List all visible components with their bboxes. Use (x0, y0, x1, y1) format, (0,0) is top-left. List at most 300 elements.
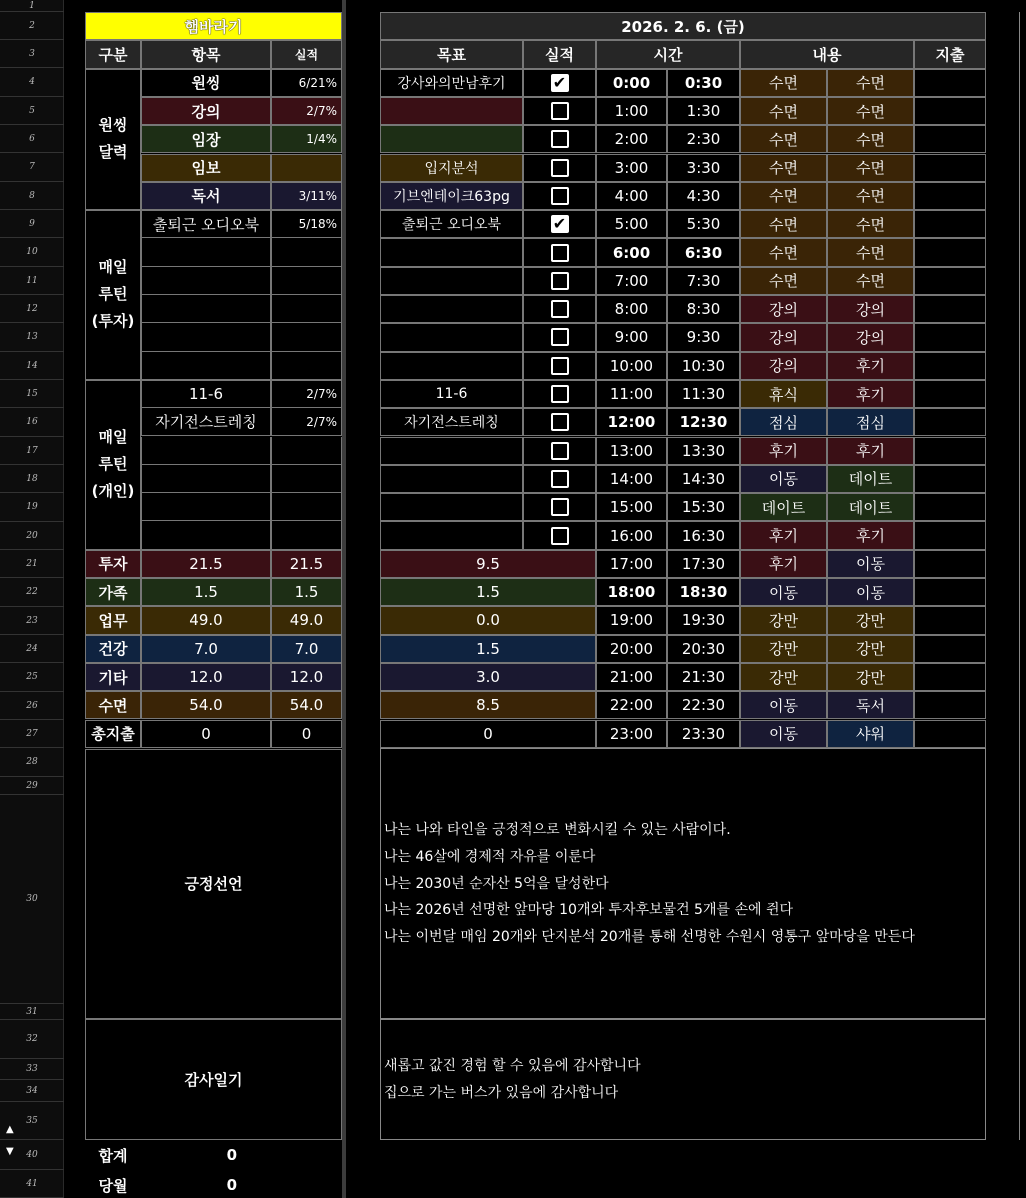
checkbox[interactable] (551, 328, 569, 346)
header-done: 실적 (523, 40, 596, 68)
row-number[interactable]: 7 (0, 153, 64, 182)
summary-today: 0 (380, 720, 596, 748)
time-start: 19:00 (596, 606, 667, 634)
content-plan[interactable]: 이동 (740, 465, 827, 493)
summary-plan: 54.0 (141, 691, 271, 719)
row-number[interactable]: 14 (0, 352, 64, 380)
row-number[interactable]: 19 (0, 493, 64, 522)
time-start: 21:00 (596, 663, 667, 691)
time-start: 11:00 (596, 380, 667, 408)
item-name (141, 521, 271, 549)
content-actual[interactable]: 후기 (827, 352, 914, 380)
item-name: 원씽 (141, 69, 271, 97)
date-title: 2026. 2. 6. (금) (380, 12, 986, 40)
checkbox[interactable] (551, 130, 569, 148)
goal-cell[interactable]: 출퇴근 오디오북 (380, 210, 523, 238)
summary-actual: 1.5 (271, 578, 342, 606)
goal-cell[interactable]: 자기전스트레칭 (380, 408, 523, 436)
time-start: 10:00 (596, 352, 667, 380)
time-end: 19:30 (667, 606, 740, 634)
row-number[interactable]: 6 (0, 125, 64, 153)
header-item: 항목 (141, 40, 271, 68)
expense-cell[interactable] (914, 465, 986, 493)
row-number[interactable]: 25 (0, 663, 64, 692)
checkbox[interactable] (551, 442, 569, 460)
content-actual[interactable]: 후기 (827, 521, 914, 549)
content-actual[interactable]: 강만 (827, 606, 914, 634)
summary-today: 8.5 (380, 691, 596, 719)
row-number[interactable]: 32 (0, 1020, 64, 1059)
content-actual[interactable]: 수면 (827, 125, 914, 153)
expense-cell[interactable] (914, 493, 986, 521)
time-start: 5:00 (596, 210, 667, 238)
content-actual[interactable]: 후기 (827, 437, 914, 465)
total-label: 당월 (98, 1176, 128, 1195)
item-actual: 6/21% (271, 69, 342, 97)
goal-cell[interactable] (380, 295, 523, 323)
checkbox[interactable] (551, 300, 569, 318)
time-end: 2:30 (667, 125, 740, 153)
header-expense: 지출 (914, 40, 986, 68)
time-end: 21:30 (667, 663, 740, 691)
item-name (141, 465, 271, 493)
item-actual (271, 267, 342, 295)
time-end: 6:30 (667, 238, 740, 266)
time-end: 23:30 (667, 720, 740, 748)
time-end: 12:30 (667, 408, 740, 436)
done-cell[interactable] (523, 493, 596, 521)
time-start: 22:00 (596, 691, 667, 719)
content-plan[interactable]: 수면 (740, 182, 827, 210)
summary-label: 수면 (85, 691, 141, 719)
item-name (141, 437, 271, 465)
time-start: 18:00 (596, 578, 667, 606)
expense-cell[interactable] (914, 267, 986, 295)
time-start: 3:00 (596, 154, 667, 182)
row-number[interactable]: 12 (0, 295, 64, 323)
expense-cell[interactable] (914, 210, 986, 238)
item-actual: 5/18% (271, 210, 342, 238)
row-number[interactable]: 15 (0, 380, 64, 408)
summary-today: 9.5 (380, 550, 596, 578)
row-number[interactable]: 26 (0, 692, 64, 720)
time-end: 7:30 (667, 267, 740, 295)
summary-label: 총지출 (85, 720, 141, 748)
header-content: 내용 (740, 40, 914, 68)
goal-cell[interactable] (380, 97, 523, 125)
summary-actual: 49.0 (271, 606, 342, 634)
gratitude-line: 새롭고 값진 경험 할 수 있음에 감사합니다 (384, 1058, 641, 1074)
summary-plan: 12.0 (141, 663, 271, 691)
scroll-down-icon[interactable]: ▼ (6, 1146, 14, 1157)
item-actual (271, 352, 342, 380)
content-actual[interactable]: 점심 (827, 408, 914, 436)
time-end: 18:30 (667, 578, 740, 606)
row-number[interactable]: 21 (0, 550, 64, 578)
content-plan[interactable]: 강의 (740, 295, 827, 323)
expense-cell[interactable] (914, 125, 986, 153)
row-number-gutter[interactable] (0, 0, 64, 1198)
header-time: 시간 (596, 40, 740, 68)
affirmation-line: 나는 46살에 경제적 자유를 이룬다 (384, 848, 596, 865)
time-end: 10:30 (667, 352, 740, 380)
item-name: 임보 (141, 154, 271, 182)
row-number[interactable]: 13 (0, 323, 64, 352)
scroll-up-icon[interactable]: ▲ (6, 1124, 14, 1135)
summary-plan: 21.5 (141, 550, 271, 578)
expense-cell[interactable] (914, 578, 986, 606)
total-label: 합계 (98, 1146, 128, 1165)
content-plan[interactable]: 강만 (740, 635, 827, 663)
summary-today: 3.0 (380, 663, 596, 691)
time-start: 6:00 (596, 238, 667, 266)
row-number[interactable]: 28 (0, 748, 64, 777)
time-start: 1:00 (596, 97, 667, 125)
content-plan[interactable]: 이동 (740, 720, 827, 748)
summary-plan: 49.0 (141, 606, 271, 634)
checkbox[interactable] (551, 385, 569, 403)
summary-actual: 12.0 (271, 663, 342, 691)
item-actual (271, 238, 342, 266)
summary-today: 0.0 (380, 606, 596, 634)
done-cell[interactable] (523, 380, 596, 408)
item-actual: 2/7% (271, 97, 342, 125)
summary-plan: 7.0 (141, 635, 271, 663)
goal-cell[interactable] (380, 267, 523, 295)
checkbox[interactable] (551, 272, 569, 290)
group-label: 원씽 달력 (85, 69, 141, 211)
content-plan[interactable]: 수면 (740, 69, 827, 97)
done-cell[interactable] (523, 521, 596, 549)
item-actual: 2/7% (271, 408, 342, 436)
done-cell[interactable] (523, 352, 596, 380)
summary-actual: 0 (271, 720, 342, 748)
row-number[interactable]: 1 (0, 0, 64, 12)
item-name (141, 323, 271, 351)
item-name: 자기전스트레칭 (141, 408, 271, 436)
expense-cell[interactable] (914, 182, 986, 210)
checkbox[interactable] (551, 498, 569, 516)
row-number[interactable]: 17 (0, 437, 64, 465)
header-category: 구분 (85, 40, 141, 68)
content-plan[interactable]: 휴식 (740, 380, 827, 408)
time-start: 9:00 (596, 323, 667, 351)
row-number[interactable]: 30 (0, 795, 64, 1004)
total-value: 0 (226, 1176, 237, 1194)
row-number[interactable]: 9 (0, 210, 64, 238)
checkbox[interactable] (551, 527, 569, 545)
time-start: 15:00 (596, 493, 667, 521)
checkbox[interactable] (551, 102, 569, 120)
checkbox[interactable] (551, 357, 569, 375)
summary-actual: 21.5 (271, 550, 342, 578)
content-plan[interactable]: 후기 (740, 521, 827, 549)
affirmation-label: 긍정선언 (85, 749, 342, 1019)
item-actual: 1/4% (271, 125, 342, 153)
content-plan[interactable]: 강만 (740, 606, 827, 634)
summary-label: 기타 (85, 663, 141, 691)
total-value: 0 (226, 1146, 237, 1164)
expense-cell[interactable] (914, 521, 986, 549)
checkbox[interactable] (551, 470, 569, 488)
time-start: 12:00 (596, 408, 667, 436)
item-actual: 3/11% (271, 182, 342, 210)
goal-cell[interactable] (380, 437, 523, 465)
summary-label: 건강 (85, 635, 141, 663)
time-end: 0:30 (667, 69, 740, 97)
item-name (141, 295, 271, 323)
row-number[interactable]: 22 (0, 578, 64, 607)
done-cell[interactable] (523, 437, 596, 465)
item-actual (271, 521, 342, 549)
goal-cell[interactable]: 강사와의만남후기 (380, 69, 523, 97)
expense-cell[interactable] (914, 691, 986, 719)
content-actual[interactable]: 수면 (827, 69, 914, 97)
frozen-pane-divider[interactable] (342, 0, 346, 1198)
summary-plan: 1.5 (141, 578, 271, 606)
row-number[interactable]: 10 (0, 238, 64, 267)
content-actual[interactable]: 강만 (827, 663, 914, 691)
content-actual[interactable]: 샤워 (827, 720, 914, 748)
goal-cell[interactable] (380, 125, 523, 153)
header-actual: 실적 (271, 40, 342, 68)
summary-today: 1.5 (380, 635, 596, 663)
sheet-title: 햄바라기 (85, 12, 342, 40)
content-actual[interactable]: 수면 (827, 210, 914, 238)
content-actual[interactable]: 후기 (827, 380, 914, 408)
item-actual (271, 465, 342, 493)
expense-cell[interactable] (914, 154, 986, 182)
row-number[interactable]: 34 (0, 1080, 64, 1102)
done-cell[interactable] (523, 97, 596, 125)
time-start: 8:00 (596, 295, 667, 323)
row-number[interactable]: 35 (0, 1102, 64, 1140)
group-label: 매일 루틴 (투자) (85, 210, 141, 380)
row-number[interactable]: 31 (0, 1004, 64, 1020)
goal-cell[interactable]: 입지분석 (380, 154, 523, 182)
header-goal: 목표 (380, 40, 523, 68)
goal-cell[interactable] (380, 465, 523, 493)
item-name: 임장 (141, 125, 271, 153)
expense-cell[interactable] (914, 69, 986, 97)
content-actual[interactable]: 강의 (827, 295, 914, 323)
summary-label: 업무 (85, 606, 141, 634)
content-plan[interactable]: 강의 (740, 352, 827, 380)
time-start: 14:00 (596, 465, 667, 493)
done-cell[interactable] (523, 238, 596, 266)
row-number[interactable]: 5 (0, 97, 64, 125)
expense-cell[interactable] (914, 238, 986, 266)
item-name (141, 267, 271, 295)
time-end: 17:30 (667, 550, 740, 578)
row-number[interactable]: 4 (0, 68, 64, 97)
content-plan[interactable]: 후기 (740, 550, 827, 578)
gratitude-line: 집으로 가는 버스가 있음에 감사합니다 (384, 1084, 619, 1101)
time-start: 2:00 (596, 125, 667, 153)
row-number[interactable]: 40 (0, 1140, 64, 1170)
gratitude-label: 감사일기 (85, 1019, 342, 1140)
item-name (141, 493, 271, 521)
content-actual[interactable]: 수면 (827, 97, 914, 125)
affirmation-line: 나는 2030년 순자산 5억을 달성한다 (384, 875, 609, 892)
row-number[interactable]: 8 (0, 182, 64, 210)
affirmation-line: 나는 나와 타인을 긍정적으로 변화시킬 수 있는 사람이다. (384, 822, 731, 838)
content-plan[interactable]: 수면 (740, 125, 827, 153)
time-end: 15:30 (667, 493, 740, 521)
row-number[interactable]: 29 (0, 777, 64, 795)
expense-cell[interactable] (914, 437, 986, 465)
goal-cell[interactable] (380, 352, 523, 380)
expense-cell[interactable] (914, 295, 986, 323)
summary-label: 투자 (85, 550, 141, 578)
content-actual[interactable]: 수면 (827, 154, 914, 182)
summary-today: 1.5 (380, 578, 596, 606)
row-number[interactable]: 3 (0, 40, 64, 68)
expense-cell[interactable] (914, 97, 986, 125)
row-number[interactable]: 20 (0, 522, 64, 550)
expense-cell[interactable] (914, 352, 986, 380)
checkbox[interactable]: ✔ (551, 74, 569, 92)
time-end: 22:30 (667, 691, 740, 719)
row-number[interactable]: 18 (0, 465, 64, 493)
expense-cell[interactable] (914, 606, 986, 634)
done-cell[interactable] (523, 267, 596, 295)
time-start: 13:00 (596, 437, 667, 465)
content-plan[interactable]: 강만 (740, 663, 827, 691)
row-number[interactable]: 27 (0, 720, 64, 748)
time-end: 14:30 (667, 465, 740, 493)
affirmation-line: 나는 2026년 선명한 앞마당 10개와 투자후보물건 5개를 손에 쥔다 (384, 902, 794, 919)
item-actual (271, 323, 342, 351)
time-start: 0:00 (596, 69, 667, 97)
time-start: 20:00 (596, 635, 667, 663)
item-name: 강의 (141, 97, 271, 125)
item-name (141, 352, 271, 380)
expense-cell[interactable] (914, 720, 986, 748)
row-number[interactable]: 24 (0, 635, 64, 663)
content-plan[interactable]: 수면 (740, 97, 827, 125)
content-actual[interactable]: 강만 (827, 635, 914, 663)
row-number[interactable]: 2 (0, 12, 64, 40)
expense-cell[interactable] (914, 380, 986, 408)
time-end: 8:30 (667, 295, 740, 323)
next-column-edge (1019, 12, 1026, 1140)
content-actual[interactable]: 수면 (827, 182, 914, 210)
content-actual[interactable]: 독서 (827, 691, 914, 719)
content-actual[interactable]: 수면 (827, 238, 914, 266)
done-cell[interactable] (523, 69, 596, 97)
item-actual (271, 295, 342, 323)
content-plan[interactable]: 이동 (740, 691, 827, 719)
done-cell[interactable] (523, 182, 596, 210)
expense-cell[interactable] (914, 408, 986, 436)
content-plan[interactable]: 이동 (740, 578, 827, 606)
time-end: 5:30 (667, 210, 740, 238)
time-end: 1:30 (667, 97, 740, 125)
content-actual[interactable]: 이동 (827, 578, 914, 606)
content-plan[interactable]: 데이트 (740, 493, 827, 521)
row-number[interactable]: 23 (0, 607, 64, 635)
expense-cell[interactable] (914, 550, 986, 578)
goal-cell[interactable]: 11-6 (380, 380, 523, 408)
time-start: 7:00 (596, 267, 667, 295)
time-end: 4:30 (667, 182, 740, 210)
goal-cell[interactable] (380, 238, 523, 266)
time-start: 4:00 (596, 182, 667, 210)
checkbox[interactable] (551, 187, 569, 205)
content-plan[interactable]: 수면 (740, 210, 827, 238)
content-plan[interactable]: 수면 (740, 238, 827, 266)
summary-label: 가족 (85, 578, 141, 606)
done-cell[interactable] (523, 125, 596, 153)
goal-cell[interactable]: 기브엔테이크63pg (380, 182, 523, 210)
content-actual[interactable]: 수면 (827, 267, 914, 295)
done-cell[interactable] (523, 295, 596, 323)
goal-cell[interactable] (380, 493, 523, 521)
done-cell[interactable] (523, 154, 596, 182)
summary-plan: 0 (141, 720, 271, 748)
checkbox[interactable]: ✔ (551, 215, 569, 233)
item-actual (271, 493, 342, 521)
content-plan[interactable]: 수면 (740, 154, 827, 182)
done-cell[interactable] (523, 408, 596, 436)
row-number[interactable]: 33 (0, 1059, 64, 1080)
item-actual (271, 437, 342, 465)
expense-cell[interactable] (914, 323, 986, 351)
summary-actual: 54.0 (271, 691, 342, 719)
checkbox[interactable] (551, 413, 569, 431)
item-name: 11-6 (141, 380, 271, 408)
time-end: 13:30 (667, 437, 740, 465)
time-end: 16:30 (667, 521, 740, 549)
time-start: 23:00 (596, 720, 667, 748)
group-label: 매일 루틴 (개인) (85, 380, 141, 550)
time-end: 3:30 (667, 154, 740, 182)
row-number[interactable]: 16 (0, 408, 64, 437)
checkbox[interactable] (551, 159, 569, 177)
time-start: 17:00 (596, 550, 667, 578)
summary-actual: 7.0 (271, 635, 342, 663)
content-actual[interactable]: 이동 (827, 550, 914, 578)
expense-cell[interactable] (914, 635, 986, 663)
row-number[interactable]: 41 (0, 1170, 64, 1198)
affirmation-line: 나는 이번달 매임 20개와 단지분석 20개를 통해 선명한 수원시 영통구 앞마당을 만든다 (384, 929, 915, 946)
content-actual[interactable]: 강의 (827, 323, 914, 351)
content-plan[interactable]: 점심 (740, 408, 827, 436)
checkbox[interactable] (551, 244, 569, 262)
expense-cell[interactable] (914, 663, 986, 691)
content-actual[interactable]: 데이트 (827, 493, 914, 521)
goal-cell[interactable] (380, 521, 523, 549)
content-actual[interactable]: 데이트 (827, 465, 914, 493)
time-end: 20:30 (667, 635, 740, 663)
time-start: 16:00 (596, 521, 667, 549)
content-plan[interactable]: 후기 (740, 437, 827, 465)
item-name: 독서 (141, 182, 271, 210)
item-name: 출퇴근 오디오북 (141, 210, 271, 238)
row-number[interactable]: 11 (0, 267, 64, 295)
done-cell[interactable] (523, 210, 596, 238)
content-plan[interactable]: 강의 (740, 323, 827, 351)
done-cell[interactable] (523, 323, 596, 351)
time-end: 9:30 (667, 323, 740, 351)
item-name (141, 238, 271, 266)
time-end: 11:30 (667, 380, 740, 408)
goal-cell[interactable] (380, 323, 523, 351)
content-plan[interactable]: 수면 (740, 267, 827, 295)
done-cell[interactable] (523, 465, 596, 493)
item-actual: 2/7% (271, 380, 342, 408)
